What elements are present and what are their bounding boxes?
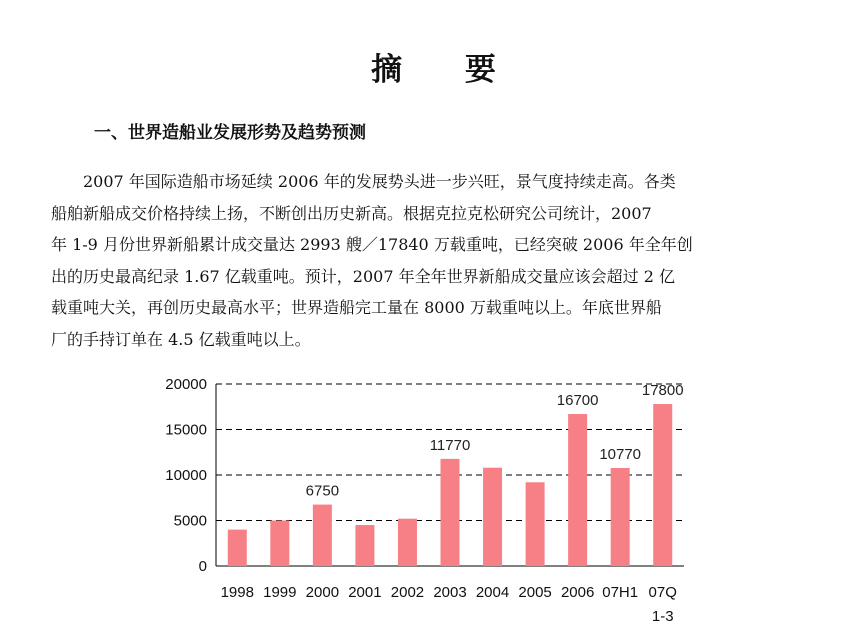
x-tick-label: 1999 xyxy=(263,584,297,601)
x-tick-label: 2000 xyxy=(305,584,340,601)
bar xyxy=(653,404,672,566)
x-tick-label: 2006 xyxy=(560,584,595,601)
bar xyxy=(441,459,460,566)
data-label: 10770 xyxy=(599,445,642,463)
y-tick-label: 20000 xyxy=(165,376,207,393)
x-tick-label: 1-3 xyxy=(651,608,674,625)
x-tick-label: 2002 xyxy=(390,584,425,601)
x-tick-label: 07H1 xyxy=(602,584,639,601)
new-ship-orders-bar-chart xyxy=(140,370,700,628)
section-heading: 一、世界造船业发展形势及趋势预测 xyxy=(94,123,366,143)
bar xyxy=(270,521,289,567)
paragraph-line: 年 1-9 月份世界新船累计成交量达 2993 艘／17840 万载重吨，已经突破 2006 年全年创 xyxy=(51,235,693,254)
body-paragraph xyxy=(51,166,829,355)
y-tick-label: 5000 xyxy=(173,512,207,530)
bar xyxy=(355,525,374,566)
paragraph-line: 出的历史最高纪录 1.67 亿载重吨。预计，2007 年全年世界新船成交量应该会超过 2 亿 xyxy=(51,266,675,286)
x-tick-label: 2005 xyxy=(518,584,552,601)
data-label: 16700 xyxy=(556,392,599,410)
bar xyxy=(483,468,502,566)
bar xyxy=(398,519,417,566)
x-tick-label: 07Q xyxy=(648,584,677,601)
bar xyxy=(228,530,247,566)
paragraph-line: 船舶新船成交价格持续上扬，不断创出历史新高。根据克拉克松研究公司统计，2007 xyxy=(51,203,652,223)
page-title: 摘 要 xyxy=(371,52,522,88)
data-label: 17800 xyxy=(641,382,684,400)
x-tick-label: 2003 xyxy=(433,584,467,601)
data-label: 6750 xyxy=(305,482,340,500)
y-tick-label: 10000 xyxy=(165,467,207,484)
bar xyxy=(526,482,545,566)
y-tick-label: 0 xyxy=(198,558,207,575)
bar xyxy=(568,414,587,566)
paragraph-line: 厂的手持订单在 4.5 亿载重吨以上。 xyxy=(51,329,311,349)
paragraph-line: 载重吨大关，再创历史最高水平；世界造船完工量在 8000 万载重吨以上。年底世界船 xyxy=(51,298,662,317)
x-tick-label: 2004 xyxy=(475,584,510,601)
x-tick-label: 1998 xyxy=(220,584,254,601)
data-label: 11770 xyxy=(429,436,471,454)
bar xyxy=(313,505,332,566)
y-tick-label: 15000 xyxy=(165,421,207,439)
paragraph-line: 2007 年国际造船市场延续 2006 年的发展势头进一步兴旺，景气度持续走高。各类 xyxy=(83,172,676,191)
bar xyxy=(611,468,630,566)
x-tick-label: 2001 xyxy=(348,584,382,601)
